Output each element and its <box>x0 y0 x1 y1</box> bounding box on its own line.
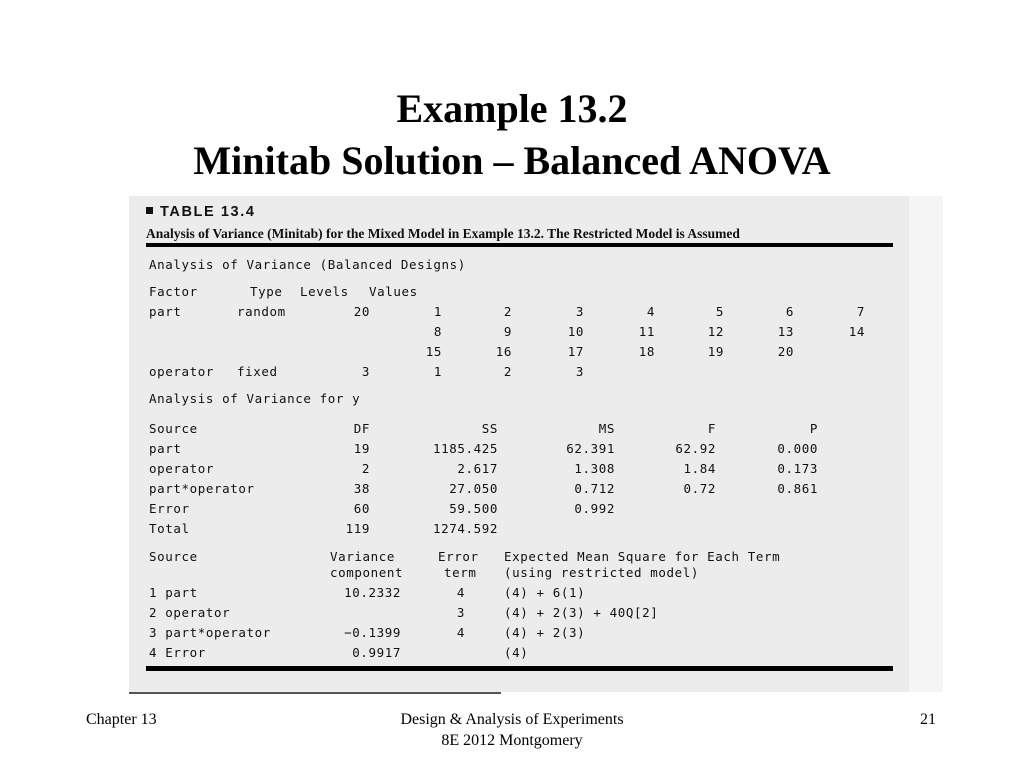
factor-value: 9 <box>503 324 512 339</box>
table-panel-edge <box>909 196 943 692</box>
factor-value: 15 <box>425 344 442 359</box>
anova-cell: 62.92 <box>675 441 716 456</box>
anova-cell: 27.050 <box>449 481 498 496</box>
factor-value: 10 <box>567 324 584 339</box>
factor-levels: 20 <box>353 304 370 319</box>
anova-header: SS <box>481 421 498 436</box>
factor-header: Factor <box>149 284 198 299</box>
anova-source: Error <box>149 501 190 516</box>
factor-value: 4 <box>646 304 655 319</box>
ems-expression: (4) <box>504 645 529 660</box>
factor-value: 3 <box>575 304 584 319</box>
footer-book-title: Design & Analysis of Experiments <box>400 711 624 728</box>
ems-error-term: 4 <box>456 585 465 600</box>
section-title: Analysis of Variance for y <box>149 391 361 406</box>
anova-cell: 1.84 <box>683 461 716 476</box>
anova-cell: 119 <box>345 521 370 536</box>
factor-value: 17 <box>567 344 584 359</box>
anova-cell: 2 <box>361 461 370 476</box>
table-caption: Analysis of Variance (Minitab) for the Mixed Model in Example 13.2. The Restricted Model is Assumed <box>146 226 740 241</box>
ems-source: 2 operator <box>149 605 231 620</box>
factor-header: Values <box>369 284 418 299</box>
factor-type: fixed <box>237 364 278 379</box>
anova-cell: 2.617 <box>457 461 498 476</box>
anova-source: part <box>149 441 182 456</box>
ems-error-term: 4 <box>456 625 465 640</box>
ems-variance: 0.9917 <box>352 645 401 660</box>
ems-expression: (4) + 6(1) <box>504 585 586 600</box>
ems-expression: (4) + 2(3) + 40Q[2] <box>504 605 659 620</box>
footer-page-number: 21 <box>920 711 936 728</box>
anova-cell: 0.000 <box>777 441 818 456</box>
ems-header: (using restricted model) <box>504 565 700 580</box>
ems-source: 1 part <box>149 585 198 600</box>
factor-value: 18 <box>638 344 655 359</box>
ems-variance: −0.1399 <box>344 625 401 640</box>
factor-value: 1 <box>433 304 442 319</box>
anova-cell: 19 <box>353 441 370 456</box>
slide-title-line2: Minitab Solution – Balanced ANOVA <box>193 138 831 183</box>
factor-name: operator <box>149 364 215 379</box>
footer-chapter: Chapter 13 <box>86 711 157 728</box>
factor-value: 5 <box>715 304 724 319</box>
factor-value: 19 <box>707 344 724 359</box>
anova-header: F <box>707 421 716 436</box>
anova-cell: 1.308 <box>574 461 615 476</box>
anova-source: operator <box>149 461 215 476</box>
ems-expression: (4) + 2(3) <box>504 625 586 640</box>
factor-name: part <box>149 304 182 319</box>
factor-value: 14 <box>848 324 865 339</box>
anova-cell: 0.173 <box>777 461 818 476</box>
table-top-rule <box>146 243 893 247</box>
ems-variance: 10.2332 <box>344 585 401 600</box>
anova-cell: 0.992 <box>574 501 615 516</box>
factor-value: 1 <box>433 364 442 379</box>
anova-source: Total <box>149 521 190 536</box>
ems-source: 3 part*operator <box>149 625 271 640</box>
bullet-square-icon <box>146 207 153 214</box>
factor-value: 8 <box>433 324 442 339</box>
anova-cell: 0.72 <box>683 481 716 496</box>
anova-cell: 1185.425 <box>432 441 498 456</box>
ems-header: term <box>444 565 477 580</box>
footer-book-edition: 8E 2012 Montgomery <box>441 732 583 749</box>
anova-header: Source <box>149 421 198 436</box>
anova-cell: 59.500 <box>449 501 498 516</box>
factor-type: random <box>237 304 286 319</box>
anova-header: MS <box>598 421 615 436</box>
anova-header: DF <box>353 421 370 436</box>
ems-header: Variance <box>330 549 396 564</box>
ems-source: 4 Error <box>149 645 206 660</box>
section-title: Analysis of Variance (Balanced Designs) <box>149 257 466 272</box>
factor-value: 3 <box>575 364 584 379</box>
factor-value: 16 <box>495 344 512 359</box>
factor-levels: 3 <box>361 364 370 379</box>
factor-value: 7 <box>856 304 865 319</box>
anova-cell: 62.391 <box>566 441 615 456</box>
factor-value: 12 <box>707 324 724 339</box>
factor-value: 2 <box>503 304 512 319</box>
anova-cell: 0.861 <box>777 481 818 496</box>
factor-value: 11 <box>638 324 655 339</box>
ems-header: component <box>330 565 404 580</box>
ems-header: Expected Mean Square for Each Term <box>504 549 781 564</box>
factor-header: Levels <box>300 284 349 299</box>
factor-header: Type <box>250 284 283 299</box>
ems-header: Error <box>438 549 479 564</box>
table-bottom-rule <box>146 666 893 671</box>
slide-title-line1: Example 13.2 <box>396 86 628 131</box>
ems-error-term: 3 <box>456 605 465 620</box>
table-heading-label: TABLE 13.4 <box>160 204 256 220</box>
anova-cell: 1274.592 <box>432 521 498 536</box>
anova-cell: 38 <box>353 481 370 496</box>
factor-value: 20 <box>777 344 794 359</box>
factor-value: 2 <box>503 364 512 379</box>
anova-source: part*operator <box>149 481 255 496</box>
anova-cell: 60 <box>353 501 370 516</box>
anova-header: P <box>809 421 818 436</box>
factor-value: 6 <box>785 304 794 319</box>
anova-cell: 0.712 <box>574 481 615 496</box>
factor-value: 13 <box>777 324 794 339</box>
ems-header: Source <box>149 549 198 564</box>
footer-divider <box>129 692 501 694</box>
footer-book <box>0 709 1024 751</box>
table-heading <box>146 204 256 220</box>
